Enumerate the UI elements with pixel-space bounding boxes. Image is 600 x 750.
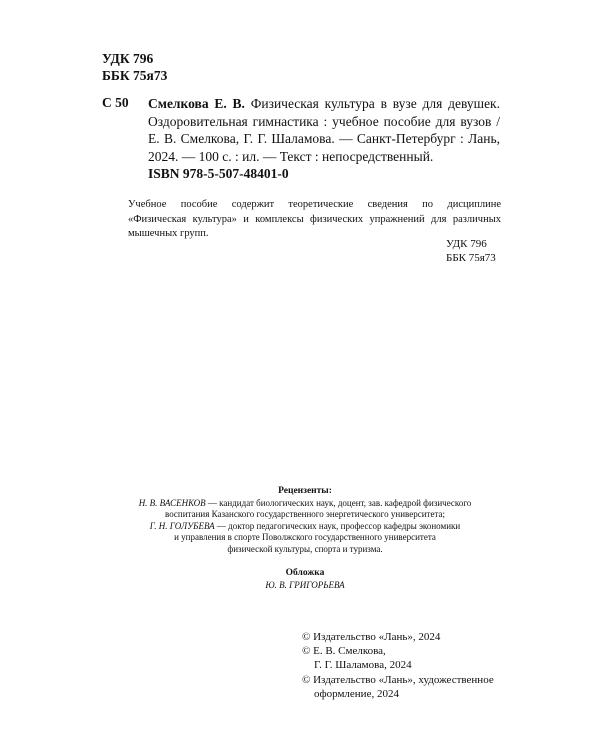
udk-block-top xyxy=(102,50,167,84)
reviewer-2-text: — доктор педагогических наук, профессор кафедры экономики xyxy=(214,520,461,531)
copyright-design-cont: оформление, 2024 xyxy=(314,687,399,700)
author-cipher: С 50 xyxy=(102,95,129,110)
copyright-authors: © Е. В. Смелкова, xyxy=(302,645,386,658)
udk-code: УДК 796 xyxy=(102,51,154,66)
reviewer-2-cont-1: и управления в спорте Поволжского государственного университета xyxy=(174,532,436,543)
author-name: Смелкова Е. В. xyxy=(148,96,245,111)
copyright-authors-cont: Г. Г. Шаламова, 2024 xyxy=(314,659,412,672)
copyright-block xyxy=(302,630,494,701)
copyright-publisher: © Издательство «Лань», 2024 xyxy=(302,631,441,643)
cover-title: Обложка xyxy=(285,568,325,578)
udk-block-right xyxy=(446,237,496,265)
copyright-design: © Издательство «Лань», художественное xyxy=(302,673,494,686)
reviewers-title: Рецензенты: xyxy=(278,486,332,496)
biblio-line-3: Е. В. Смелкова, Г. Г. Шаламова. — Санкт-Петербург : Лань, xyxy=(148,131,500,146)
cover-credit xyxy=(100,568,510,591)
bbk-code: ББК 75я73 xyxy=(446,252,496,264)
biblio-line-1 xyxy=(148,95,500,113)
reviewers-block xyxy=(100,486,510,556)
cover-artist: Ю. В. ГРИГОРЬЕВА xyxy=(265,579,345,590)
reviewer-2-name: Г. Н. ГОЛУБЕВА xyxy=(149,520,215,531)
book-title: Физическая культура в вузе для девушек. xyxy=(244,96,500,111)
isbn: ISBN 978-5-507-48401-0 xyxy=(148,166,289,181)
udk-code: УДК 796 xyxy=(446,238,487,250)
bbk-code: ББК 75я73 xyxy=(102,68,168,83)
annotation-line-3: мышечных групп. xyxy=(128,228,209,239)
annotation-line-1: Учебное пособие содержит теоретические сведения по дисциплине xyxy=(128,199,501,210)
reviewer-2 xyxy=(100,521,510,533)
reviewer-1-name: Н. В. ВАСЕНКОВ xyxy=(138,497,206,508)
annotation xyxy=(128,198,501,242)
bibliographic-record xyxy=(148,95,500,165)
biblio-line-4: 2024. — 100 с. : ил. — Текст : непосредственный. xyxy=(148,148,434,164)
reviewer-2-cont-2: физической культуры, спорта и туризма. xyxy=(227,543,383,554)
reviewer-1 xyxy=(100,498,510,510)
biblio-line-2: Оздоровительная гимнастика : учебное пособие для вузов / xyxy=(148,113,500,129)
annotation-line-2: «Физическая культура» и комплексы физических упражнений для различных xyxy=(128,213,501,225)
reviewer-1-cont: воспитания Казанского государственного энергетического университета; xyxy=(165,509,445,520)
reviewer-1-text: — кандидат биологических наук, доцент, зав. кафедрой физического xyxy=(205,497,472,508)
